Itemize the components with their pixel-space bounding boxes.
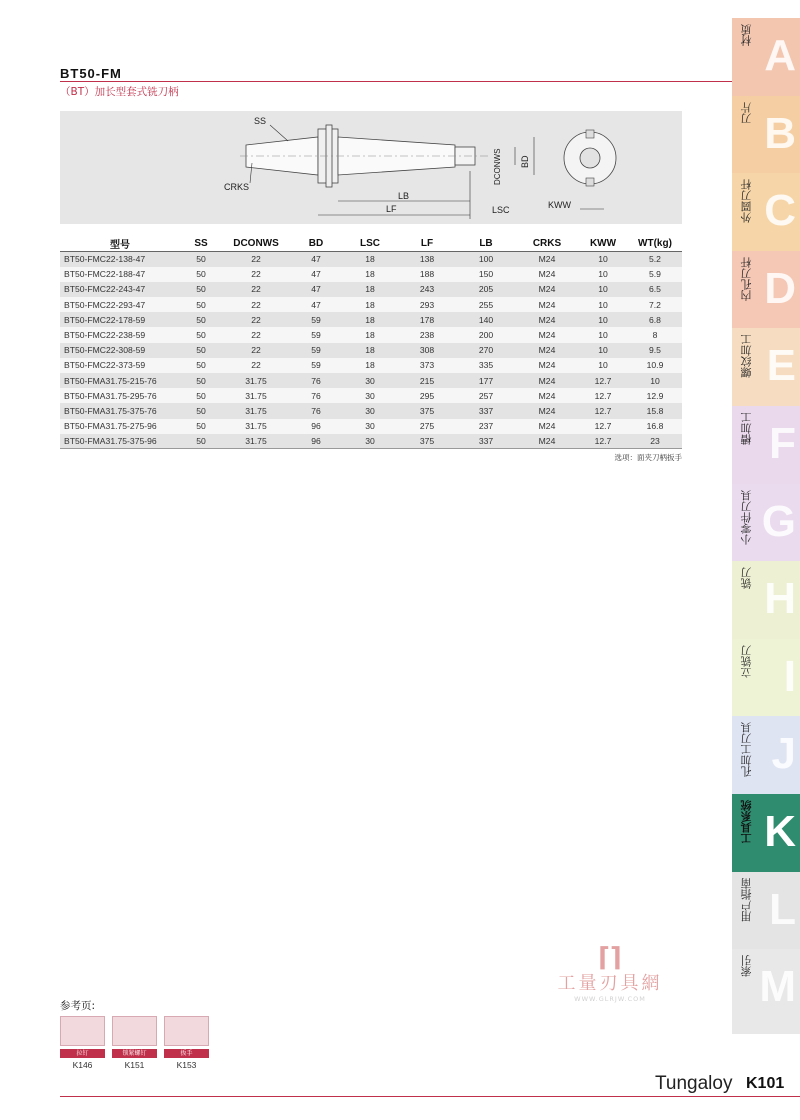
table-cell: 30 <box>342 419 398 434</box>
table-cell: 50 <box>180 327 222 342</box>
table-cell: M24 <box>516 403 578 418</box>
table-cell: 237 <box>456 419 516 434</box>
model-cell: BT50-FMA31.75-275-96 <box>60 419 180 434</box>
table-row <box>60 327 682 342</box>
column-header: BD <box>308 238 324 249</box>
tab-label: 孔加工刀具 <box>740 722 753 778</box>
table-cell: 275 <box>398 419 456 434</box>
table-cell: 22 <box>222 358 290 373</box>
watermark-text: 工量刃具網 <box>557 973 663 994</box>
model-cell: BT50-FMA31.75-375-96 <box>60 434 180 449</box>
lsc-label: LSC <box>492 205 510 215</box>
table-cell: 22 <box>222 327 290 342</box>
table-cell: 30 <box>342 388 398 403</box>
table-cell: M24 <box>516 388 578 403</box>
table-cell: 337 <box>456 403 516 418</box>
table-cell: 238 <box>398 327 456 342</box>
table-cell: M24 <box>516 373 578 388</box>
table-cell: 295 <box>398 388 456 403</box>
page-header <box>60 66 730 99</box>
tab-l[interactable] <box>732 872 800 957</box>
tab-a[interactable] <box>732 18 800 103</box>
column-header: SS <box>194 238 208 249</box>
table-cell: M24 <box>516 267 578 282</box>
table-cell: 31.75 <box>222 419 290 434</box>
table-cell: 270 <box>456 343 516 358</box>
table-cell: 100 <box>456 252 516 267</box>
table-cell: 31.75 <box>222 403 290 418</box>
model-cell: BT50-FMC22-238-59 <box>60 327 180 342</box>
footer-rule <box>60 1096 800 1097</box>
table-cell: M24 <box>516 358 578 373</box>
table-cell: M24 <box>516 252 578 267</box>
tab-label: 小零件刀具 <box>740 489 753 545</box>
table-cell: 12.7 <box>578 388 628 403</box>
tab-d[interactable] <box>732 251 800 336</box>
table-cell: 293 <box>398 297 456 312</box>
section-tabs <box>732 18 800 1028</box>
table-cell: 50 <box>180 403 222 418</box>
table-cell: 22 <box>222 343 290 358</box>
table-cell: 30 <box>342 434 398 449</box>
end-view-key-bottom <box>586 178 594 186</box>
tab-label: 刀片 <box>740 101 753 124</box>
table-cell: 5.2 <box>628 252 682 267</box>
table-cell: 18 <box>342 358 398 373</box>
table-cell: 7.2 <box>628 297 682 312</box>
table-cell: 15.8 <box>628 403 682 418</box>
table-cell: 10 <box>578 358 628 373</box>
table-cell: M24 <box>516 327 578 342</box>
model-cell: BT50-FMA31.75-295-76 <box>60 388 180 403</box>
brand-name: Tungaloy <box>655 1073 733 1094</box>
tab-e[interactable] <box>732 328 800 413</box>
tab-label: 工具系统 <box>740 800 753 844</box>
table-cell: 337 <box>456 434 516 449</box>
tab-letter: G <box>761 496 796 546</box>
table-cell: 188 <box>398 267 456 282</box>
table-cell: 375 <box>398 403 456 418</box>
tab-m[interactable] <box>732 949 800 1034</box>
table-cell: 140 <box>456 312 516 327</box>
table-cell: 375 <box>398 434 456 449</box>
table-cell: 59 <box>290 358 342 373</box>
table-cell: 255 <box>456 297 516 312</box>
table-cell: 243 <box>398 282 456 297</box>
tab-i[interactable] <box>732 639 800 724</box>
lb-label: LB <box>398 191 410 201</box>
table-cell: 76 <box>290 373 342 388</box>
table-cell: 22 <box>222 252 290 267</box>
tab-letter: F <box>769 419 796 468</box>
table-row <box>60 419 682 434</box>
tab-label: 螺纹加工 <box>740 334 753 379</box>
ref-page: K153 <box>176 1060 197 1070</box>
column-header: WT(kg) <box>638 238 672 249</box>
table-cell: 177 <box>456 373 516 388</box>
table-cell: 18 <box>342 282 398 297</box>
model-cell: BT50-FMC22-308-59 <box>60 343 180 358</box>
column-header: DCONWS <box>233 238 279 249</box>
table-row <box>60 388 682 403</box>
table-row <box>60 252 682 267</box>
table-row <box>60 297 682 312</box>
tab-letter: A <box>764 31 796 80</box>
table-cell: 18 <box>342 312 398 327</box>
table-cell: M24 <box>516 297 578 312</box>
kww-label: KWW <box>548 200 571 210</box>
tab-label: 材质 <box>740 24 753 46</box>
wrench-icon <box>164 1016 209 1046</box>
table-cell: 76 <box>290 403 342 418</box>
tab-label: 索引 <box>740 955 753 978</box>
column-header: LF <box>420 238 434 249</box>
model-cell: BT50-FMC22-243-47 <box>60 282 180 297</box>
table-cell: 10 <box>578 343 628 358</box>
table-cell: 22 <box>222 312 290 327</box>
tab-g[interactable] <box>732 484 800 569</box>
column-header: LSC <box>360 238 380 249</box>
table-row <box>60 373 682 388</box>
ref-item-locking-screw[interactable] <box>112 1016 157 1070</box>
model-cell: BT50-FMC22-178-59 <box>60 312 180 327</box>
table-cell: M24 <box>516 434 578 449</box>
table-cell: 5.9 <box>628 267 682 282</box>
tab-letter: D <box>764 263 796 313</box>
table-row <box>60 358 682 373</box>
table-cell: 10.9 <box>628 358 682 373</box>
model-cell: BT50-FMC22-188-47 <box>60 267 180 282</box>
watermark-logo-icon: ⌈⌉ <box>598 943 622 973</box>
reference-pages <box>60 998 197 1070</box>
table-cell: 96 <box>290 419 342 434</box>
tab-k[interactable] <box>732 794 800 879</box>
page-subtitle: （BT）加长型套式铣刀柄 <box>60 86 179 98</box>
table-cell: 50 <box>180 358 222 373</box>
table-cell: 50 <box>180 282 222 297</box>
table-cell: 31.75 <box>222 388 290 403</box>
table-cell: 10 <box>578 297 628 312</box>
table-cell: 10 <box>628 373 682 388</box>
table-cell: 9.5 <box>628 343 682 358</box>
end-view-key-top <box>586 130 594 138</box>
table-cell: 373 <box>398 358 456 373</box>
ref-tag: 拉钉 <box>60 1049 105 1058</box>
reference-title: 参考页: <box>60 1000 96 1012</box>
header-rule <box>60 81 742 82</box>
ss-leader <box>270 125 288 141</box>
table-cell: 10 <box>578 252 628 267</box>
table-cell: M24 <box>516 312 578 327</box>
table-cell: 22 <box>222 267 290 282</box>
pull-stud-icon <box>60 1016 105 1046</box>
tool-holder-diagram <box>60 111 682 224</box>
table-cell: 12.7 <box>578 434 628 449</box>
tab-letter: C <box>764 186 796 236</box>
table-cell: M24 <box>516 419 578 434</box>
table-row <box>60 434 682 449</box>
table-cell: 205 <box>456 282 516 297</box>
table-cell: 23 <box>628 434 682 449</box>
table-cell: 12.9 <box>628 388 682 403</box>
table-cell: 12.7 <box>578 373 628 388</box>
table-cell: 335 <box>456 358 516 373</box>
watermark-url: WWW.GLRJW.COM <box>574 995 646 1003</box>
table-cell: 12.7 <box>578 419 628 434</box>
ref-page: K151 <box>124 1060 145 1070</box>
table-cell: 76 <box>290 388 342 403</box>
tab-label: 用户指南 <box>740 877 753 922</box>
tab-label: 外圆刀杆 <box>740 179 753 224</box>
model-cell: BT50-FMA31.75-215-76 <box>60 373 180 388</box>
table-cell: 18 <box>342 343 398 358</box>
ref-tag: 扳手 <box>164 1049 209 1058</box>
table-cell: 10 <box>578 312 628 327</box>
tab-label: 内孔刀杆 <box>740 256 753 301</box>
tab-letter: J <box>771 729 796 779</box>
table-cell: 12.7 <box>578 403 628 418</box>
table-cell: 22 <box>222 282 290 297</box>
table-cell: 59 <box>290 343 342 358</box>
table-cell: 178 <box>398 312 456 327</box>
column-header: KWW <box>589 238 617 249</box>
column-header: CRKS <box>532 238 562 249</box>
tab-letter: K <box>764 807 796 856</box>
column-header-model: 型号 <box>110 240 130 251</box>
table-cell: 18 <box>342 252 398 267</box>
table-cell: 59 <box>290 312 342 327</box>
ref-page: K146 <box>72 1060 93 1070</box>
table-cell: 50 <box>180 297 222 312</box>
table-cell: M24 <box>516 282 578 297</box>
table-cell: 47 <box>290 267 342 282</box>
tab-letter: B <box>764 108 796 158</box>
table-cell: M24 <box>516 343 578 358</box>
ss-label: SS <box>254 116 267 126</box>
table-row <box>60 312 682 327</box>
table-cell: 47 <box>290 252 342 267</box>
tool-holder-drawing <box>60 111 682 224</box>
table-cell: 47 <box>290 297 342 312</box>
table-row <box>60 267 682 282</box>
table-cell: 10 <box>578 267 628 282</box>
table-row <box>60 343 682 358</box>
table-cell: 18 <box>342 267 398 282</box>
table-cell: 50 <box>180 252 222 267</box>
table-cell: 96 <box>290 434 342 449</box>
table-cell: 47 <box>290 282 342 297</box>
tab-label: 铣刀 <box>740 567 753 590</box>
table-cell: 50 <box>180 343 222 358</box>
model-cell: BT50-FMC22-373-59 <box>60 358 180 373</box>
table-cell: 50 <box>180 267 222 282</box>
table-cell: 50 <box>180 434 222 449</box>
table-note: 选项：面夹刀柄扳手 <box>614 453 682 462</box>
table-header-row <box>60 236 682 252</box>
tab-letter: M <box>759 962 796 1012</box>
table-cell: 150 <box>456 267 516 282</box>
model-cell: BT50-FMC22-293-47 <box>60 297 180 312</box>
end-view-bore <box>580 148 600 168</box>
lf-label: LF <box>386 204 397 214</box>
tab-letter: E <box>766 341 796 391</box>
watermark <box>525 943 695 1003</box>
table-cell: 10 <box>578 327 628 342</box>
table-cell: 138 <box>398 252 456 267</box>
table-cell: 257 <box>456 388 516 403</box>
crks-label: CRKS <box>224 182 250 192</box>
table-row <box>60 282 682 297</box>
page-title: BT50-FM <box>60 66 122 81</box>
table-cell: 31.75 <box>222 373 290 388</box>
dconws-label: DCONWS <box>493 148 502 185</box>
table-cell: 22 <box>222 297 290 312</box>
table-cell: 8 <box>628 327 682 342</box>
table-row <box>60 403 682 418</box>
table-cell: 18 <box>342 297 398 312</box>
table-cell: 59 <box>290 327 342 342</box>
tab-label: 槽加工 <box>740 412 753 445</box>
tab-letter: H <box>764 574 796 624</box>
ref-tag: 锁紧螺钉 <box>112 1049 157 1058</box>
tab-label: 立铣刀 <box>740 644 753 678</box>
tab-f[interactable] <box>732 406 800 491</box>
table-cell: 308 <box>398 343 456 358</box>
tab-b[interactable] <box>732 96 800 181</box>
table-cell: 6.5 <box>628 282 682 297</box>
table-cell: 215 <box>398 373 456 388</box>
model-cell: BT50-FMC22-138-47 <box>60 252 180 267</box>
table-cell: 30 <box>342 373 398 388</box>
ref-item-pull-stud[interactable] <box>60 1016 105 1070</box>
spec-table <box>60 236 682 449</box>
table-cell: 10 <box>578 282 628 297</box>
table-cell: 18 <box>342 327 398 342</box>
table-cell: 50 <box>180 419 222 434</box>
tab-h[interactable] <box>732 561 800 646</box>
tab-c[interactable] <box>732 173 800 258</box>
ref-item-wrench[interactable] <box>164 1016 209 1070</box>
table-cell: 30 <box>342 403 398 418</box>
bd-label: BD <box>520 155 530 168</box>
page-number: K101 <box>746 1075 785 1092</box>
table-cell: 50 <box>180 312 222 327</box>
locking-screw-icon <box>112 1016 157 1046</box>
table-cell: 16.8 <box>628 419 682 434</box>
column-header: LB <box>479 238 493 249</box>
table-cell: 31.75 <box>222 434 290 449</box>
table-cell: 50 <box>180 373 222 388</box>
table-cell: 50 <box>180 388 222 403</box>
model-cell: BT50-FMA31.75-375-76 <box>60 403 180 418</box>
tab-letter: L <box>769 884 796 934</box>
tab-letter: I <box>783 651 796 701</box>
tab-j[interactable] <box>732 716 800 801</box>
table-cell: 200 <box>456 327 516 342</box>
table-cell: 6.8 <box>628 312 682 327</box>
